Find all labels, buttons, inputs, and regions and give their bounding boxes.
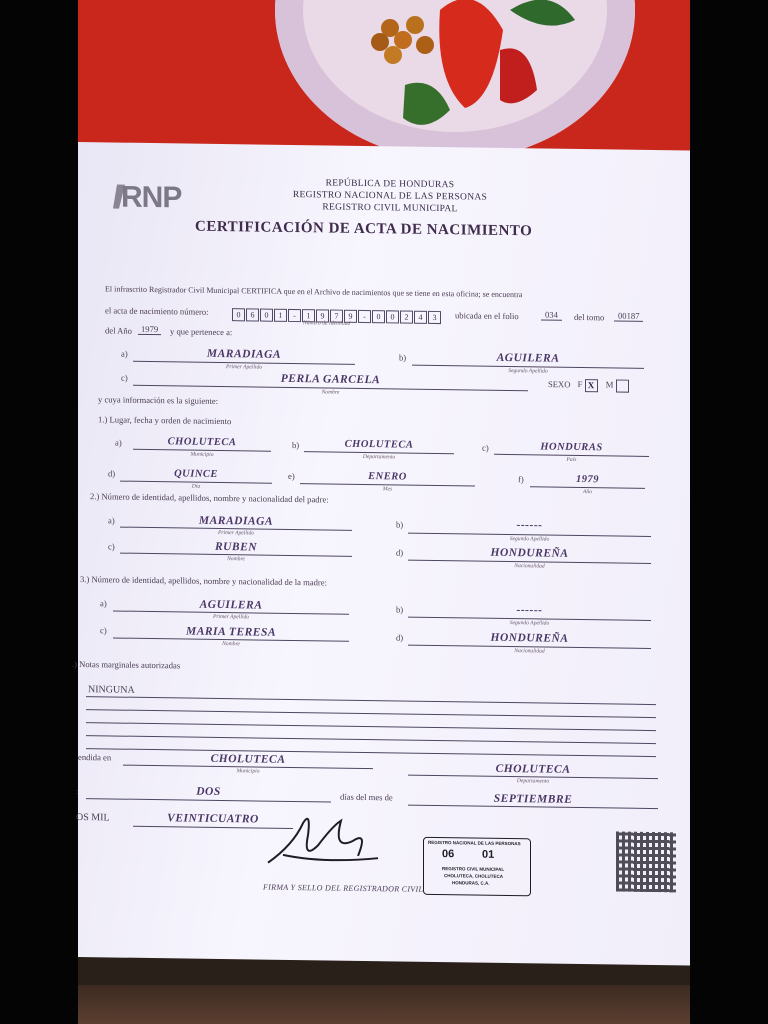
notes-line	[86, 735, 656, 744]
id-digit: 0	[260, 309, 273, 322]
caption: Día	[191, 483, 201, 490]
background-left	[0, 0, 78, 1024]
s2-nombre: RUBEN	[214, 540, 258, 554]
dos-mil-label: OS MIL	[76, 811, 110, 824]
intro-text: El infrascrito Registrador Civil Municipal CERTIFICA que en el Archivo de nacimientos que se tiene en esta oficina; se encuentra	[105, 284, 523, 300]
notas-text: NINGUNA	[88, 684, 135, 696]
caption: Municipio	[236, 768, 260, 775]
notes-line	[86, 696, 656, 705]
s1-a-label: a)	[115, 437, 122, 448]
firma-caption: FIRMA Y SELLO DEL REGISTRADOR CIVIL	[263, 882, 424, 894]
id-digit: 2	[400, 310, 413, 323]
id-digit: 0	[386, 310, 399, 323]
header-republica: REPÚBLICA DE HONDURAS	[325, 178, 455, 191]
s2-b-label: b)	[396, 519, 404, 530]
s3-nombre: MARIA TERESA	[185, 625, 277, 639]
s2-segundo-apellido: ------	[516, 519, 543, 532]
s1-mes: ENERO	[368, 471, 407, 483]
footer-mes: SEPTIEMBRE	[493, 792, 573, 806]
person-b-label: b)	[399, 352, 407, 363]
notas-heading: .) Notas marginales autorizadas	[72, 658, 181, 671]
id-digit: 4	[414, 311, 427, 324]
caption: Departamento	[362, 453, 396, 461]
table-edge	[78, 985, 690, 1024]
header-registro-civil: REGISTRO CIVIL MUNICIPAL	[322, 202, 458, 215]
s2-primer-apellido: MARADIAGA	[198, 514, 274, 528]
caption: Nacionalidad	[514, 648, 545, 655]
decorative-plate	[275, 0, 635, 160]
id-digit: 6	[246, 308, 259, 321]
s3-a-label: a)	[100, 598, 107, 609]
caption: País	[566, 456, 577, 463]
id-digit: -	[288, 309, 301, 322]
anio-value: 1979	[138, 324, 161, 335]
extendida-label: endida en	[78, 752, 112, 763]
s3-nacionalidad: HONDUREÑA	[490, 631, 569, 645]
sexo-label	[548, 379, 629, 393]
document-title: CERTIFICACIÓN DE ACTA DE NACIMIENTO	[195, 218, 533, 240]
info-label: y cuya información es la siguiente:	[98, 394, 219, 406]
person-a-label: a)	[121, 348, 128, 359]
sexo-m-checkbox	[616, 380, 629, 393]
caption: Primer Apellido	[212, 613, 250, 621]
background-right	[690, 0, 768, 1024]
official-stamp	[423, 837, 531, 897]
folio-value: 034	[541, 309, 562, 320]
s2-d-label: d)	[396, 547, 404, 558]
caption: Primer Apellido	[225, 364, 263, 371]
s3-c-label: c)	[100, 625, 107, 636]
rnp-logo	[113, 178, 203, 219]
s3-b-label: b)	[396, 604, 404, 615]
id-digit: 0	[372, 310, 385, 323]
id-digit: 9	[344, 310, 357, 323]
caption: Nombre	[227, 556, 245, 563]
s1-d-label: d)	[108, 468, 116, 479]
footer-municipio: CHOLUTECA	[210, 752, 286, 766]
s2-nacionalidad: HONDUREÑA	[490, 546, 569, 560]
pertenece-label: y que pertenece a:	[170, 326, 233, 338]
caption: Nombre	[222, 641, 240, 648]
s3-d-label: d)	[396, 632, 404, 643]
person-segundo-apellido: AGUILERA	[496, 351, 560, 365]
s1-departamento: CHOLUTECA	[344, 438, 414, 451]
caption: Mes	[382, 486, 393, 493]
stamp-line2: REGISTRO CIVIL MUNICIPAL	[442, 866, 505, 872]
person-nombre: PERLA GARCELA	[280, 372, 381, 387]
qr-code	[616, 832, 676, 893]
sexo-f-label: F	[577, 379, 583, 390]
anio-label: del Año	[105, 325, 132, 336]
signature	[263, 805, 383, 877]
stamp-line1: REGISTRO NACIONAL DE LAS PERSONAS	[428, 839, 521, 847]
caption: Segundo Apellido	[508, 368, 548, 375]
sexo-f-checkbox: X	[585, 379, 598, 392]
s2-a-label: a)	[108, 515, 115, 526]
birth-certificate-document	[72, 142, 690, 966]
id-digit: 1	[302, 309, 315, 322]
id-digit: -	[358, 310, 371, 323]
s1-e-label: e)	[288, 470, 295, 482]
caption: Municipio	[190, 451, 214, 458]
caption: Primer Apellido	[217, 529, 255, 537]
notes-line	[86, 722, 656, 731]
s1-b-label: b)	[292, 439, 300, 451]
footer-departamento: CHOLUTECA	[495, 762, 571, 776]
caption: Segundo Apellido	[509, 536, 550, 543]
dias-label: días del mes de	[340, 791, 393, 803]
section2-heading: 2.) Número de identidad, apellidos, nombre y nacionalidad del padre:	[90, 491, 329, 505]
rnp-logo-text: RNP	[121, 180, 182, 215]
caption: Nombre	[321, 389, 340, 396]
tomo-label: del tomo	[574, 311, 605, 323]
stamp-line4: HONDURAS, C.A.	[452, 880, 490, 886]
id-digit: 7	[330, 310, 343, 323]
id-digit: 3	[428, 311, 441, 324]
caption: Segundo Apellido	[509, 620, 550, 627]
tomo-value: 00187	[614, 310, 643, 321]
section1-heading: 1.) Lugar, fecha y orden de nacimiento	[98, 414, 232, 427]
footer-dia: DOS	[196, 785, 221, 798]
s1-f-label: f)	[518, 474, 524, 485]
id-digit: 1	[274, 309, 287, 322]
header-registro-nacional: REGISTRO NACIONAL DE LAS PERSONAS	[292, 189, 488, 203]
id-caption: Número de Identidad	[303, 320, 351, 327]
notes-line	[86, 709, 656, 718]
s1-dia: QUINCE	[174, 468, 218, 480]
caption: Nacionalidad	[514, 563, 545, 570]
sexo-text: SEXO	[548, 379, 571, 390]
caption: Año	[582, 489, 592, 496]
s3-segundo-apellido: ------	[516, 604, 543, 617]
s1-c-label: c)	[482, 442, 489, 453]
footer-colon: :	[76, 785, 79, 797]
footer-anio: VEINTICUATRO	[167, 812, 259, 826]
stamp-code-left: 06	[442, 848, 455, 861]
acta-label: el acta de nacimiento número:	[105, 305, 209, 317]
caption: Departamento	[516, 778, 550, 785]
s1-municipio: CHOLUTECA	[167, 436, 237, 449]
fruit-illustration	[275, 0, 635, 160]
id-digit: 0	[232, 308, 245, 321]
person-c-label: c)	[121, 372, 128, 383]
stamp-code-right: 01	[482, 848, 495, 861]
id-digit: 9	[316, 309, 329, 322]
sexo-m-label: M	[605, 379, 614, 390]
stamp-line3: CHOLUTECA, CHOLUTECA	[444, 873, 503, 879]
s1-anio: 1979	[576, 473, 599, 486]
section3-heading: 3.) Número de identidad, apellidos, nombre y nacionalidad de la madre:	[80, 574, 327, 588]
person-primer-apellido: MARADIAGA	[206, 347, 282, 361]
folio-label: ubicada en el folio	[455, 310, 519, 322]
s3-primer-apellido: AGUILERA	[199, 598, 263, 612]
s2-c-label: c)	[108, 541, 115, 552]
s1-pais: HONDURAS	[540, 441, 603, 454]
